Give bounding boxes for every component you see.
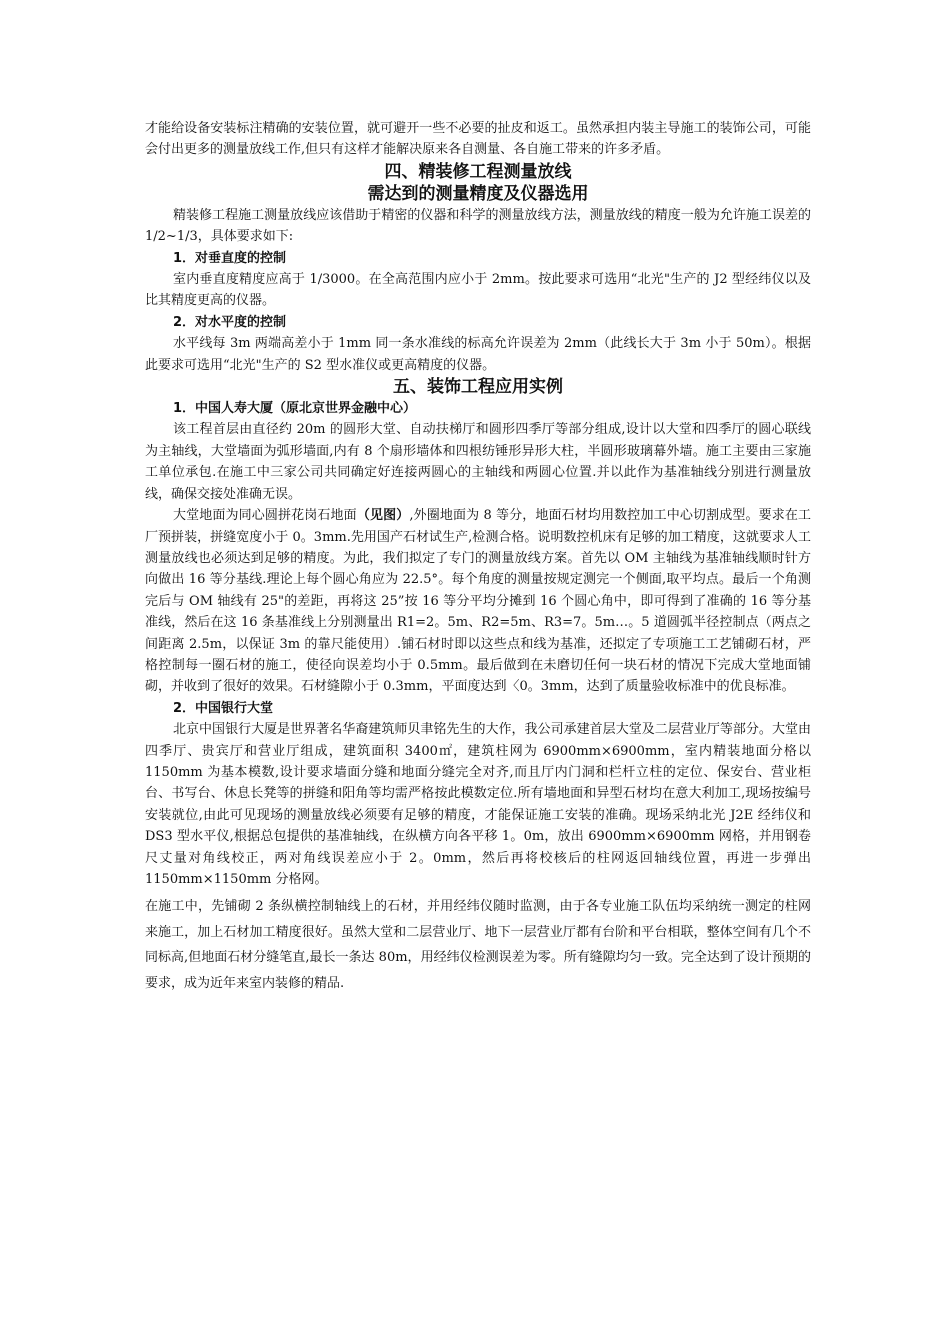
case-1-paragraph-a: 该工程首层由直径约 20m 的圆形大堂、自动扶梯厅和圆形四季厅等部分组成,设计以大堂和四季厅的圆心联线为主轴线，大堂墙面为弧形墙面,内有 8 个扇形墙体和四根纺锤形异形大柱，半圆形玻璃幕外墙。施工主要由三家施工单位承包.在施工中三家公司共同确定好连接两圆心的主轴线和两圆心位置.并以此作为基准轴线分别进行测量放线，确保交接处准确无误。: [145, 422, 811, 502]
section-4-paragraph: 精装修工程施工测量放线应该借助于精密的仪器和科学的测量放线方法，测量放线的精度一般为允许施工误差的 1/2~1/3，具体要求如下:: [145, 207, 811, 245]
subheading-case-2: 2．中国银行大堂: [173, 700, 274, 716]
case-1-b-text-post: ,外圈地面为 8 等分，地面石材均用数控加工中心切割成型。要求在工厂预拼装，拼缝宽度小于 0。3mm.先用国产石材试生产,检测合格。说明数控机床有足够的加工精度，这就要求人工测量放线也必须达到足够的精度。为此，我们拟定了专门的测量放线方案。首先以 OM 主轴线为基准轴线顺时针方向做出 16 等分基线.理论上每个圆心角应为 22.5°。每个角度的测量按规定测完一个侧面,取平均点。最后一个角测完后与 OM 轴线有 25"的差距，再将这 25”按 16 等分平均分摊到 16 个圆心角中，即可得到了准确的 16 等分基准线，然后在这 16 条基准线上分别测量出 R1=2。5m、R2=5m、R3=7。5m…。5 道圆弧半径控制点（两点之间距离 2.5m，以保证 3m 的靠尺能使用）.铺石材时即以这些点和线为基准，还拟定了专项施工工艺铺砌石材，严格控制每一圈石材的施工，使径向误差均小于 0.5mm。最后做到在未磨切任何一块石材的情况下完成大堂地面铺砌，并收到了很好的效果。石材缝隙小于 0.3mm，平面度达到〈0。3mm，达到了质量验收标准中的优良标准。: [145, 508, 811, 695]
level-paragraph: 水平线每 3m 两端高差小于 1mm 同一条水准线的标高允许误差为 2mm（此线长大于 3m 小于 50m）。根据此要求可选用“北光"生产的 S2 型水准仪或更高精度的仪器。: [145, 336, 811, 373]
vertical-paragraph: 室内垂直度精度应高于 1/3000。在全高范围内应小于 2mm。按此要求可选用“北光"生产的 J2 型经纬仪以及比其精度更高的仪器。: [145, 272, 811, 309]
document-body: [145, 118, 811, 996]
subheading-case-1: 1．中国人寿大厦（原北京世界金融中心）: [173, 401, 417, 417]
section-4-title-line1: 四、精装修工程测量放线: [384, 161, 572, 182]
section-5-title: 五、装饰工程应用实例: [393, 377, 563, 398]
case-2-paragraph-a: 北京中国银行大厦是世界著名华裔建筑师贝聿铭先生的大作，我公司承建首层大堂及二层营业厅等部分。大堂由四季厅、贵宾厅和营业厅组成，建筑面积 3400㎡，建筑柱网为 6900mm×6900mm，室内精装地面分格以 1150mm 为基本模数,设计要求墙面分缝和地面分缝完全对齐,而且厅内门洞和栏杆立柱的定位、保安台、营业柜台、书写台、休息长凳等的拼缝和阳角等均需严格按此模数定位.所有墙地面和异型石材均在意大利加工,现场按编号安装就位,由此可见现场的测量放线必须要有足够的精度，才能保证施工安装的准确。现场采纳北光 J2E 经纬仪和 DS3 型水平仪,根据总包提供的基准轴线，在纵横方向各平移 1。0m，放出 6900mm×6900mm 网格，并用钢卷尺丈量对角线校正，两对角线误差应小于 2。0mm，然后再将校核后的柱网返回轴线位置，再进一步弹出 1150mm×1150mm 分格网。: [145, 722, 812, 887]
subheading-vertical: 1．对垂直度的控制: [173, 250, 287, 266]
intro-paragraph: 才能给设备安装标注精确的安装位置，就可避开一些不必要的扯皮和返工。虽然承担内装主导施工的装饰公司，可能会付出更多的测量放线工作,但只有这样才能解决原来各自测量、各自施工带来的许多矛盾。: [145, 121, 811, 158]
case-2-paragraph-b: 在施工中，先铺砌 2 条纵横控制轴线上的石材，并用经纬仪随时监测，由于各专业施工队伍均采纳统一测定的柱网来施工，加上石材加工精度很好。虽然大堂和二层营业厅、地下一层营业厅都有台阶和平台相联，整体空间有几个不同标高,但地面石材分缝笔直,最长一条达 80m，用经纬仪检测误差为零。所有缝隙均匀一致。完全达到了设计预期的要求，成为近年来室内装修的精品.: [145, 899, 811, 991]
subheading-level: 2．对水平度的控制: [173, 314, 287, 330]
section-4-title-line2: 需达到的测量精度及仪器选用: [367, 183, 589, 204]
case-1-paragraph-b: [145, 505, 811, 698]
case-1-b-text-pre: 大堂地面为同心圆拼花岗石地面: [173, 508, 357, 524]
see-figure-note: （见图）: [356, 508, 410, 524]
